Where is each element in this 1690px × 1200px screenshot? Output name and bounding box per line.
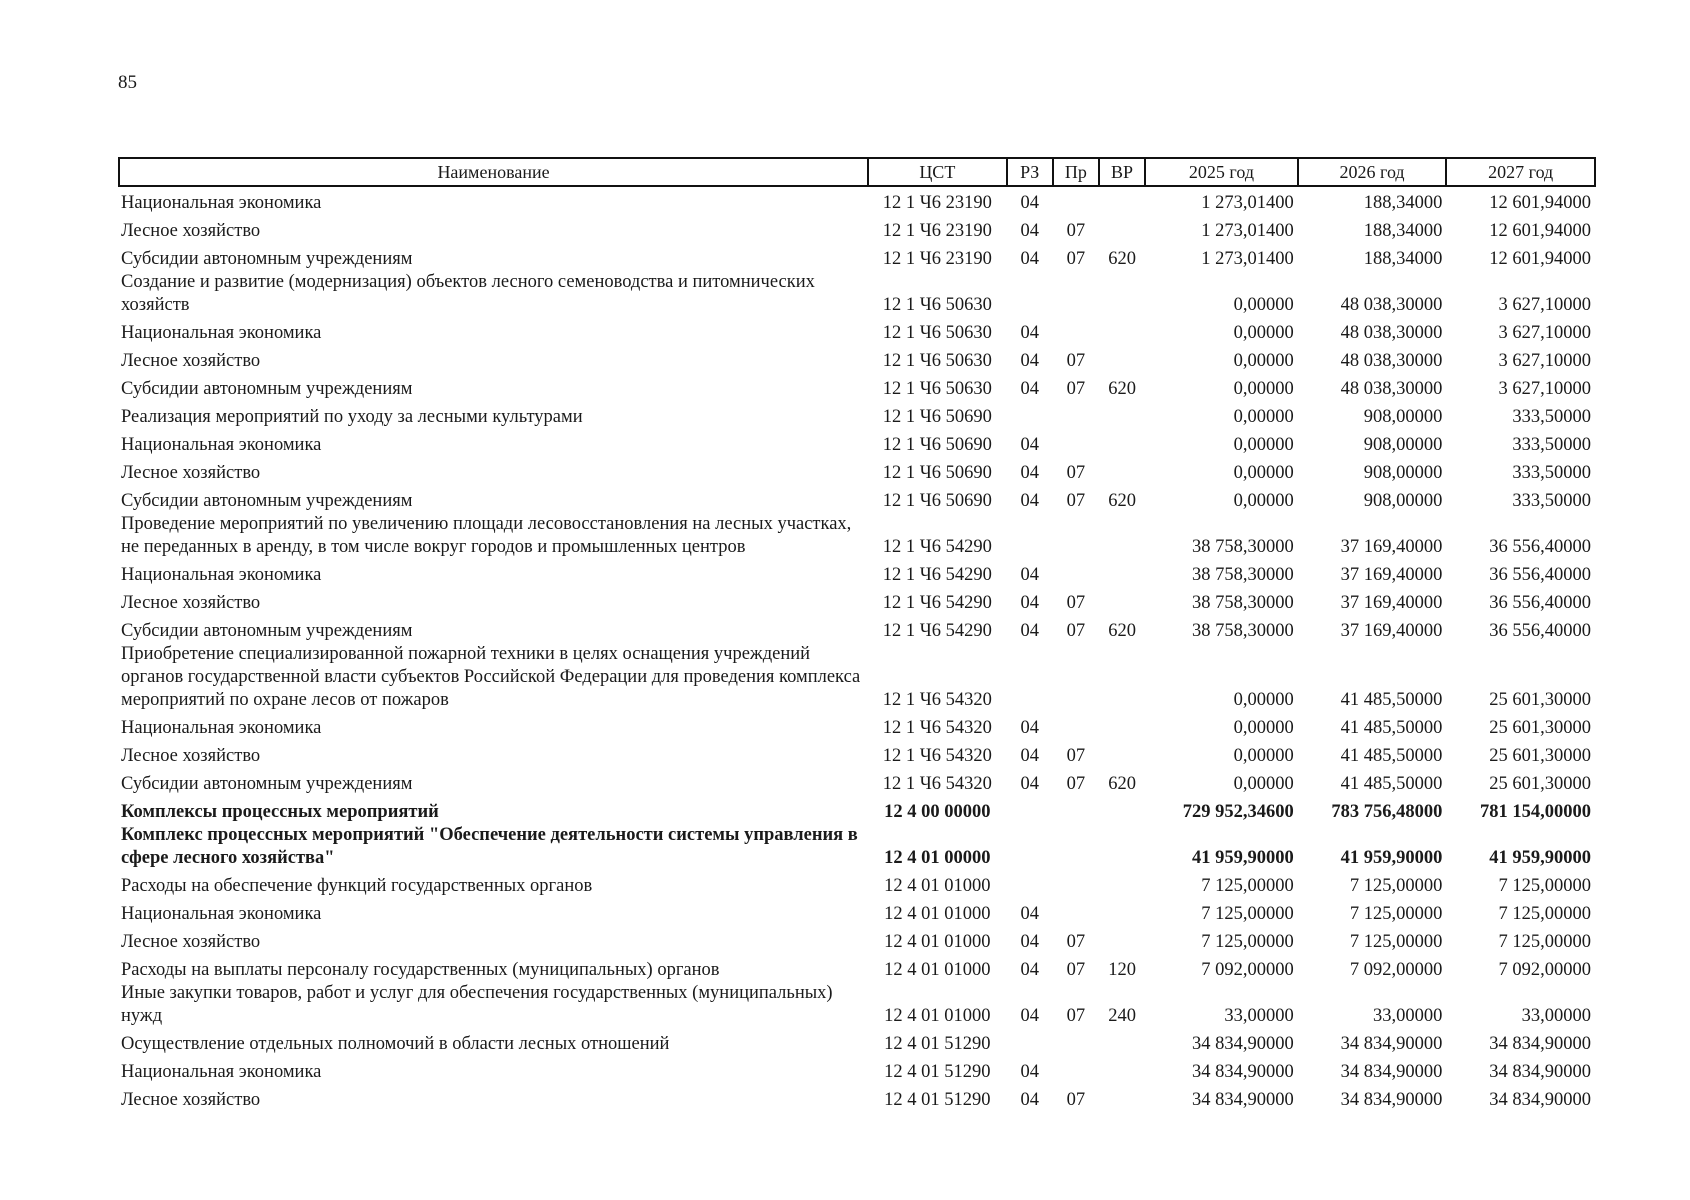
cell-cst: 12 4 01 01000 (884, 876, 991, 896)
table-body (119, 186, 1595, 1112)
cell-2025: 38 758,30000 (1192, 565, 1294, 585)
table-row (119, 345, 1595, 373)
cell-rz: 04 (1020, 323, 1039, 343)
cell-2026: 908,00000 (1363, 491, 1443, 511)
cell-2026: 908,00000 (1363, 435, 1443, 455)
cell-2027: 12 601,94000 (1489, 249, 1591, 269)
cell-name: Комплексы процессных мероприятий (121, 802, 439, 822)
cell-name: Расходы на обеспечение функций государственных органов (121, 876, 593, 896)
cell-2027: 3 627,10000 (1498, 379, 1591, 399)
cell-name: Лесное хозяйство (121, 932, 261, 952)
cell-vr: 620 (1108, 491, 1136, 511)
cell-vr (1099, 513, 1145, 559)
cell-pr: 07 (1066, 746, 1086, 766)
cell-name: Национальная экономика (121, 435, 322, 455)
table-row (119, 429, 1595, 457)
cell-2027: 25 601,30000 (1489, 718, 1591, 738)
cell-2025: 0,00000 (1233, 746, 1294, 766)
cell-vr: 620 (1108, 621, 1136, 641)
cell-pr (1053, 317, 1099, 345)
cell-rz: 04 (1020, 932, 1039, 952)
cell-pr (1053, 186, 1099, 215)
cell-2027: 36 556,40000 (1489, 593, 1591, 613)
cell-vr (1099, 740, 1145, 768)
cell-2026: 34 834,90000 (1340, 1034, 1443, 1054)
cell-pr (1053, 796, 1099, 824)
cell-2025: 0,00000 (1233, 379, 1294, 399)
cell-vr (1099, 457, 1145, 485)
cell-cst: 12 4 00 00000 (884, 802, 991, 822)
table-row (119, 243, 1595, 271)
cell-2025: 0,00000 (1233, 463, 1294, 483)
cell-cst: 12 1 Ч6 50690 (882, 407, 992, 427)
cell-cst: 12 1 Ч6 50630 (882, 323, 992, 343)
cell-pr (1053, 898, 1099, 926)
header-cst: ЦСТ (868, 158, 1007, 186)
table-row (119, 768, 1595, 796)
cell-cst: 12 4 01 51290 (884, 1034, 991, 1054)
table-row (119, 271, 1595, 317)
header-name: Наименование (119, 158, 868, 186)
cell-2027: 7 125,00000 (1498, 932, 1591, 952)
cell-pr (1053, 824, 1099, 870)
cell-2027: 7 125,00000 (1498, 876, 1591, 896)
cell-cst: 12 1 Ч6 23190 (882, 221, 992, 241)
cell-2026: 188,34000 (1363, 249, 1443, 269)
cell-pr: 07 (1066, 463, 1086, 483)
cell-name: Национальная экономика (121, 565, 322, 585)
cell-vr (1099, 317, 1145, 345)
cell-vr: 120 (1108, 960, 1136, 980)
cell-cst: 12 1 Ч6 50630 (882, 295, 992, 315)
cell-vr (1099, 824, 1145, 870)
cell-vr (1099, 796, 1145, 824)
cell-rz (1007, 870, 1053, 898)
cell-2026: 37 169,40000 (1340, 593, 1443, 613)
cell-2027: 12 601,94000 (1489, 193, 1591, 213)
cell-pr: 07 (1066, 1090, 1086, 1110)
cell-2026: 7 125,00000 (1349, 876, 1443, 896)
cell-name: Субсидии автономным учреждениям (121, 774, 413, 794)
cell-name: Субсидии автономным учреждениям (121, 491, 413, 511)
cell-rz (1007, 1028, 1053, 1056)
cell-rz (1007, 824, 1053, 870)
cell-2026: 41 959,90000 (1340, 848, 1443, 868)
cell-pr: 07 (1066, 351, 1086, 371)
cell-pr (1053, 271, 1099, 317)
cell-name: Национальная экономика (121, 718, 322, 738)
cell-pr: 07 (1066, 249, 1086, 269)
cell-rz: 04 (1020, 621, 1039, 641)
cell-2026: 41 485,50000 (1340, 718, 1443, 738)
table-row (119, 954, 1595, 982)
cell-pr: 07 (1066, 379, 1086, 399)
cell-2026: 37 169,40000 (1340, 621, 1443, 641)
cell-2027: 34 834,90000 (1489, 1090, 1591, 1110)
cell-pr (1053, 712, 1099, 740)
cell-2025: 38 758,30000 (1192, 537, 1294, 557)
cell-2027: 333,50000 (1512, 463, 1591, 483)
cell-name: Создание и развитие (модернизация) объектов лесного семеноводства и питомнических хозяйств (121, 272, 815, 315)
cell-rz: 04 (1020, 904, 1039, 924)
cell-cst: 12 1 Ч6 54290 (882, 621, 992, 641)
cell-cst: 12 1 Ч6 54290 (882, 565, 992, 585)
cell-pr (1053, 870, 1099, 898)
cell-cst: 12 4 01 51290 (884, 1062, 991, 1082)
table-row (119, 1028, 1595, 1056)
header-pr: Пр (1053, 158, 1099, 186)
cell-2026: 48 038,30000 (1340, 323, 1443, 343)
cell-rz (1007, 271, 1053, 317)
cell-2025: 34 834,90000 (1192, 1062, 1294, 1082)
cell-2026: 37 169,40000 (1340, 537, 1443, 557)
cell-vr (1099, 429, 1145, 457)
cell-cst: 12 1 Ч6 54320 (882, 774, 992, 794)
cell-2026: 34 834,90000 (1340, 1062, 1443, 1082)
cell-2025: 0,00000 (1233, 491, 1294, 511)
cell-rz: 04 (1020, 1006, 1039, 1026)
cell-2025: 7 125,00000 (1201, 904, 1294, 924)
cell-cst: 12 1 Ч6 50630 (882, 351, 992, 371)
cell-name: Субсидии автономным учреждениям (121, 249, 413, 269)
cell-vr (1099, 271, 1145, 317)
cell-rz: 04 (1020, 1062, 1039, 1082)
cell-2026: 34 834,90000 (1340, 1090, 1443, 1110)
cell-name: Субсидии автономным учреждениям (121, 621, 413, 641)
cell-name: Реализация мероприятий по уходу за лесными культурами (121, 407, 583, 427)
cell-cst: 12 1 Ч6 54290 (882, 593, 992, 613)
cell-vr (1099, 1056, 1145, 1084)
table-row (119, 559, 1595, 587)
cell-2026: 41 485,50000 (1340, 746, 1443, 766)
cell-rz (1007, 513, 1053, 559)
cell-rz: 04 (1020, 960, 1039, 980)
cell-name: Лесное хозяйство (121, 221, 261, 241)
cell-name: Национальная экономика (121, 904, 322, 924)
cell-pr (1053, 643, 1099, 712)
cell-name: Комплекс процессных мероприятий "Обеспечение деятельности системы управления в сфере лесного хозяйства" (121, 825, 858, 868)
cell-vr (1099, 1084, 1145, 1112)
cell-rz: 04 (1020, 351, 1039, 371)
cell-vr: 620 (1108, 774, 1136, 794)
table-row (119, 796, 1595, 824)
cell-rz: 04 (1020, 249, 1039, 269)
cell-cst: 12 1 Ч6 54320 (882, 746, 992, 766)
table-row (119, 485, 1595, 513)
cell-rz: 04 (1020, 491, 1039, 511)
cell-2025: 0,00000 (1233, 435, 1294, 455)
cell-cst: 12 4 01 00000 (884, 848, 991, 868)
cell-pr (1053, 429, 1099, 457)
cell-vr (1099, 643, 1145, 712)
cell-2027: 781 154,00000 (1480, 802, 1591, 822)
cell-pr (1053, 513, 1099, 559)
cell-rz: 04 (1020, 593, 1039, 613)
cell-2026: 37 169,40000 (1340, 565, 1443, 585)
cell-pr: 07 (1066, 960, 1086, 980)
cell-pr (1053, 1028, 1099, 1056)
cell-2025: 0,00000 (1233, 407, 1294, 427)
cell-vr (1099, 1028, 1145, 1056)
cell-pr: 07 (1066, 593, 1086, 613)
budget-table (118, 157, 1596, 1112)
table-header (119, 158, 1595, 186)
cell-vr (1099, 926, 1145, 954)
cell-2027: 41 959,90000 (1489, 848, 1591, 868)
cell-2025: 0,00000 (1233, 774, 1294, 794)
cell-cst: 12 4 01 51290 (884, 1090, 991, 1110)
cell-2025: 0,00000 (1233, 718, 1294, 738)
header-2027: 2027 год (1446, 158, 1595, 186)
cell-2027: 34 834,90000 (1489, 1034, 1591, 1054)
cell-name: Осуществление отдельных полномочий в области лесных отношений (121, 1034, 670, 1054)
cell-name: Национальная экономика (121, 193, 322, 213)
cell-vr (1099, 870, 1145, 898)
cell-2027: 25 601,30000 (1489, 746, 1591, 766)
cell-2027: 3 627,10000 (1498, 351, 1591, 371)
cell-pr (1053, 559, 1099, 587)
cell-cst: 12 1 Ч6 54320 (882, 690, 992, 710)
cell-vr: 620 (1108, 379, 1136, 399)
cell-name: Национальная экономика (121, 323, 322, 343)
cell-vr (1099, 587, 1145, 615)
cell-vr: 240 (1108, 1006, 1136, 1026)
table-row (119, 587, 1595, 615)
header-rz: РЗ (1007, 158, 1053, 186)
cell-2026: 188,34000 (1363, 221, 1443, 241)
table-row (119, 186, 1595, 215)
table-row (119, 513, 1595, 559)
cell-pr (1053, 1056, 1099, 1084)
cell-2027: 333,50000 (1512, 491, 1591, 511)
table-row (119, 1056, 1595, 1084)
cell-2027: 3 627,10000 (1498, 295, 1591, 315)
cell-name: Субсидии автономным учреждениям (121, 379, 413, 399)
table-row (119, 1084, 1595, 1112)
cell-name: Проведение мероприятий по увеличению площади лесовосстановления на лесных участках, не переданных в аренду, в том числе вокруг городов и промышленных центров (121, 514, 852, 557)
table-row (119, 457, 1595, 485)
header-2026: 2026 год (1298, 158, 1447, 186)
table-row (119, 317, 1595, 345)
cell-name: Расходы на выплаты персоналу государственных (муниципальных) органов (121, 960, 720, 980)
cell-2025: 7 125,00000 (1201, 932, 1294, 952)
cell-cst: 12 4 01 01000 (884, 904, 991, 924)
cell-2025: 7 092,00000 (1201, 960, 1294, 980)
table-row (119, 712, 1595, 740)
cell-2025: 34 834,90000 (1192, 1090, 1294, 1110)
cell-rz (1007, 643, 1053, 712)
cell-pr: 07 (1066, 1006, 1086, 1026)
cell-rz: 04 (1020, 1090, 1039, 1110)
cell-2025: 1 273,01400 (1201, 193, 1294, 213)
cell-vr (1099, 345, 1145, 373)
cell-cst: 12 1 Ч6 50690 (882, 435, 992, 455)
table-row (119, 643, 1595, 712)
table-row (119, 401, 1595, 429)
cell-2025: 729 952,34600 (1182, 802, 1294, 822)
cell-vr (1099, 559, 1145, 587)
cell-2027: 3 627,10000 (1498, 323, 1591, 343)
cell-rz: 04 (1020, 435, 1039, 455)
cell-name: Лесное хозяйство (121, 1090, 261, 1110)
cell-cst: 12 4 01 01000 (884, 932, 991, 952)
cell-cst: 12 1 Ч6 23190 (882, 193, 992, 213)
cell-pr (1053, 401, 1099, 429)
cell-2026: 48 038,30000 (1340, 295, 1443, 315)
cell-2027: 36 556,40000 (1489, 537, 1591, 557)
cell-2027: 12 601,94000 (1489, 221, 1591, 241)
cell-2027: 7 092,00000 (1498, 960, 1591, 980)
cell-rz: 04 (1020, 463, 1039, 483)
cell-rz: 04 (1020, 221, 1039, 241)
cell-2025: 41 959,90000 (1192, 848, 1294, 868)
header-2025: 2025 год (1145, 158, 1298, 186)
cell-cst: 12 1 Ч6 54320 (882, 718, 992, 738)
cell-vr (1099, 186, 1145, 215)
cell-rz: 04 (1020, 379, 1039, 399)
cell-2027: 25 601,30000 (1489, 690, 1591, 710)
cell-name: Национальная экономика (121, 1062, 322, 1082)
cell-rz: 04 (1020, 718, 1039, 738)
cell-name: Лесное хозяйство (121, 746, 261, 766)
cell-rz: 04 (1020, 774, 1039, 794)
table-row (119, 898, 1595, 926)
cell-rz (1007, 796, 1053, 824)
cell-cst: 12 1 Ч6 23190 (882, 249, 992, 269)
table-row (119, 615, 1595, 643)
cell-2025: 1 273,01400 (1201, 249, 1294, 269)
cell-2025: 0,00000 (1233, 323, 1294, 343)
cell-2026: 783 756,48000 (1331, 802, 1443, 822)
cell-2027: 34 834,90000 (1489, 1062, 1591, 1082)
cell-2026: 41 485,50000 (1340, 774, 1443, 794)
cell-2027: 25 601,30000 (1489, 774, 1591, 794)
cell-2025: 1 273,01400 (1201, 221, 1294, 241)
cell-2026: 41 485,50000 (1340, 690, 1443, 710)
cell-2025: 0,00000 (1233, 295, 1294, 315)
cell-2026: 7 125,00000 (1349, 932, 1443, 952)
cell-2026: 188,34000 (1363, 193, 1443, 213)
cell-vr (1099, 215, 1145, 243)
cell-2027: 36 556,40000 (1489, 621, 1591, 641)
cell-2025: 0,00000 (1233, 690, 1294, 710)
table-row (119, 926, 1595, 954)
cell-name: Лесное хозяйство (121, 351, 261, 371)
cell-2026: 7 092,00000 (1349, 960, 1443, 980)
cell-pr: 07 (1066, 621, 1086, 641)
cell-2025: 38 758,30000 (1192, 621, 1294, 641)
cell-name: Приобретение специализированной пожарной техники в целях оснащения учреждений органов государственной власти субъектов Российской Федерации для проведения комплекса мероприятий по охране лесов от пожаров (121, 644, 861, 710)
table-row (119, 870, 1595, 898)
table-row (119, 740, 1595, 768)
cell-2027: 7 125,00000 (1498, 904, 1591, 924)
cell-cst: 12 1 Ч6 50630 (882, 379, 992, 399)
cell-2025: 38 758,30000 (1192, 593, 1294, 613)
cell-pr: 07 (1066, 932, 1086, 952)
cell-2026: 48 038,30000 (1340, 379, 1443, 399)
cell-name: Лесное хозяйство (121, 593, 261, 613)
cell-2026: 908,00000 (1363, 407, 1443, 427)
cell-2026: 33,00000 (1372, 1006, 1443, 1026)
cell-rz: 04 (1020, 746, 1039, 766)
page-number: 85 (118, 72, 137, 93)
cell-rz (1007, 401, 1053, 429)
cell-2027: 36 556,40000 (1489, 565, 1591, 585)
cell-cst: 12 4 01 01000 (884, 1006, 991, 1026)
cell-2027: 333,50000 (1512, 407, 1591, 427)
cell-pr: 07 (1066, 774, 1086, 794)
cell-pr: 07 (1066, 491, 1086, 511)
cell-pr: 07 (1066, 221, 1086, 241)
cell-rz: 04 (1020, 565, 1039, 585)
cell-cst: 12 4 01 01000 (884, 960, 991, 980)
cell-name: Иные закупки товаров, работ и услуг для обеспечения государственных (муниципальных) нужд (121, 983, 833, 1026)
cell-2026: 7 125,00000 (1349, 904, 1443, 924)
cell-2027: 33,00000 (1521, 1006, 1591, 1026)
cell-cst: 12 1 Ч6 54290 (882, 537, 992, 557)
table-row (119, 824, 1595, 870)
cell-vr (1099, 898, 1145, 926)
cell-cst: 12 1 Ч6 50690 (882, 463, 992, 483)
cell-2026: 908,00000 (1363, 463, 1443, 483)
cell-vr (1099, 401, 1145, 429)
cell-2025: 34 834,90000 (1192, 1034, 1294, 1054)
cell-name: Лесное хозяйство (121, 463, 261, 483)
table-row (119, 373, 1595, 401)
cell-2027: 333,50000 (1512, 435, 1591, 455)
cell-rz: 04 (1020, 193, 1039, 213)
cell-2025: 33,00000 (1224, 1006, 1294, 1026)
cell-2026: 48 038,30000 (1340, 351, 1443, 371)
cell-2025: 7 125,00000 (1201, 876, 1294, 896)
cell-cst: 12 1 Ч6 50690 (882, 491, 992, 511)
cell-2025: 0,00000 (1233, 351, 1294, 371)
table-row (119, 982, 1595, 1028)
header-vr: ВР (1099, 158, 1145, 186)
cell-vr: 620 (1108, 249, 1136, 269)
cell-vr (1099, 712, 1145, 740)
table-row (119, 215, 1595, 243)
